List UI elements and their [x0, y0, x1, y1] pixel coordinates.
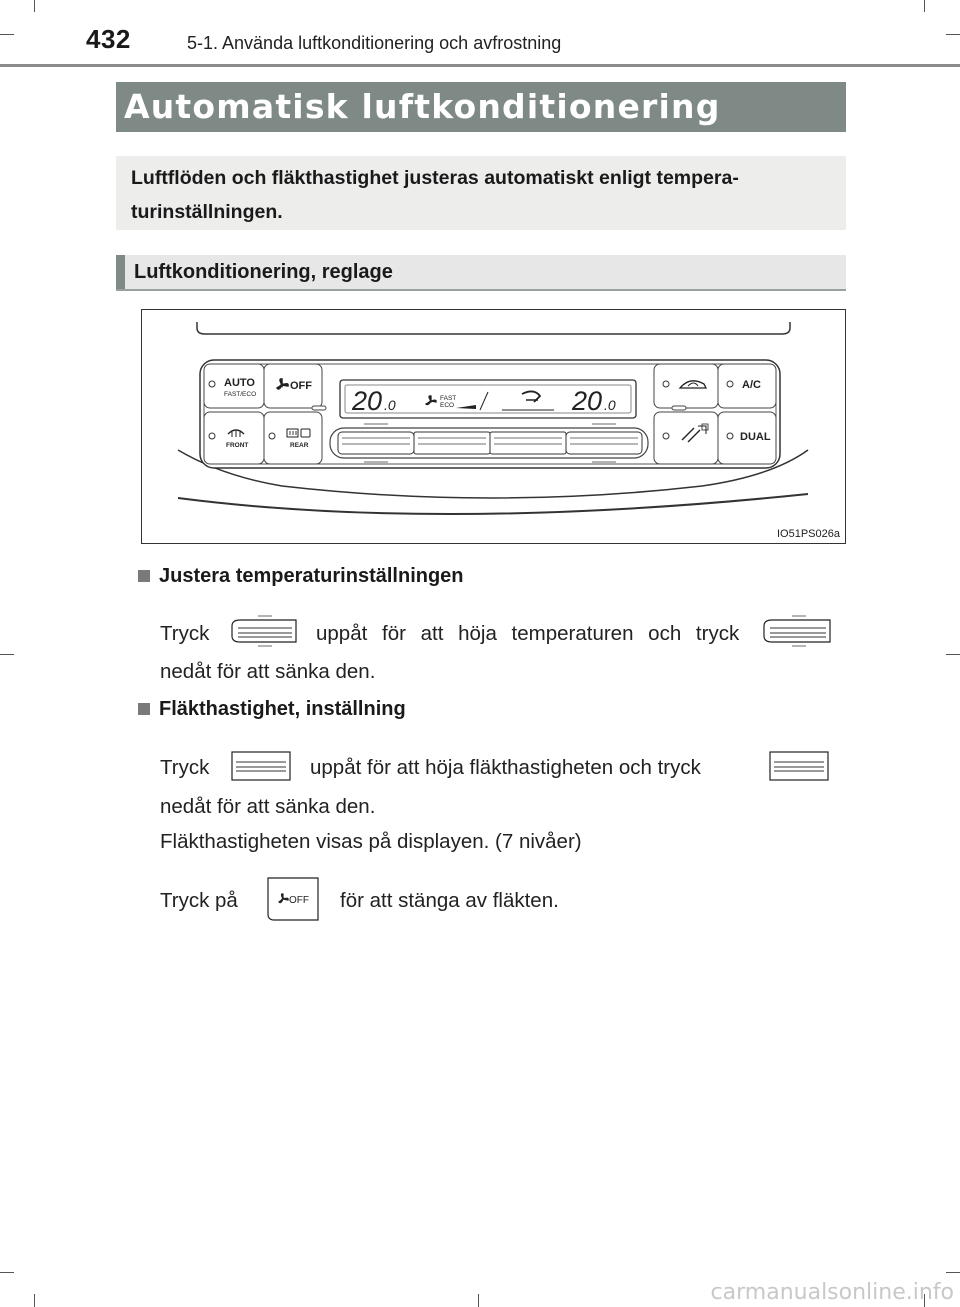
crop-mark: [0, 654, 14, 655]
rear-defrost-button[interactable]: [264, 412, 322, 464]
fan-rocker-button-icon: [768, 750, 830, 782]
crop-mark: [0, 34, 14, 35]
body-text: nedåt för att sänka den.: [160, 660, 376, 683]
bullet-heading-text: Fläkthastighet, inställning: [159, 698, 406, 720]
section-heading-text: Luftkonditionering, reglage: [134, 261, 393, 283]
fan-rocker-button-icon: [230, 750, 292, 782]
body-text: Tryck: [160, 622, 210, 645]
panel-pill: [312, 406, 326, 410]
section-heading-bar: [116, 255, 125, 289]
dash-lower-curve: [178, 494, 808, 514]
body-text: Tryck: [160, 756, 210, 779]
body-text: nedåt för att sänka den.: [160, 795, 376, 818]
ac-label: A/C: [742, 379, 761, 391]
body-text: Fläkthastigheten visas på displayen. (7 nivåer): [160, 830, 582, 853]
display-fast: FAST: [440, 395, 457, 402]
display-right-temp: 20: [572, 386, 603, 416]
fan-off-button-icon: [266, 876, 320, 922]
fan-down-rocker[interactable]: [414, 432, 490, 454]
left-temp-rocker[interactable]: [338, 432, 414, 454]
right-temp-rocker[interactable]: [566, 432, 642, 454]
fan-off-icon-label: OFF: [289, 895, 309, 906]
control-panel-figure: [141, 309, 846, 544]
control-panel-illustration: [142, 310, 845, 543]
fan-up-rocker[interactable]: [490, 432, 566, 454]
bullet-heading-text: Justera temperaturinställningen: [159, 565, 464, 587]
intro-line: Luftflöden och fläkthastighet justeras automatiskt enligt tempera-: [131, 167, 739, 189]
bullet-heading: [138, 698, 406, 721]
watermark: carmanualsonline.info: [710, 1280, 954, 1305]
crop-mark: [0, 1272, 14, 1273]
figure-id: IO51PS026a: [777, 528, 840, 540]
body-text: för att stänga av fläkten.: [340, 889, 559, 912]
page-number: 432: [86, 24, 131, 54]
rear-label: REAR: [290, 442, 309, 449]
bullet-heading: [138, 565, 464, 588]
intro-line: turinställningen.: [131, 201, 283, 223]
temp-rocker-button-icon: [760, 614, 834, 648]
bullet-square-icon: [138, 570, 150, 582]
page-title: Automatisk luftkonditionering: [116, 82, 846, 132]
header-divider: [0, 64, 960, 67]
crop-mark: [478, 1294, 479, 1307]
bullet-square-icon: [138, 703, 150, 715]
crop-mark: [924, 0, 925, 12]
crop-mark: [946, 1272, 960, 1273]
crop-mark: [946, 34, 960, 35]
panel-pill: [672, 406, 686, 410]
body-text: uppåt för att höja temperaturen och tryck: [316, 622, 740, 645]
auto-sub-label: FAST/ECO: [224, 391, 257, 398]
display-eco: ECO: [440, 402, 455, 409]
intro-box: [116, 156, 846, 230]
section-heading: [116, 255, 846, 291]
auto-label: AUTO: [224, 377, 255, 389]
crop-mark: [34, 0, 35, 12]
front-label: FRONT: [226, 442, 249, 449]
crop-mark: [34, 1294, 35, 1307]
fan-off-label: OFF: [290, 380, 312, 392]
display-left-temp: 20: [352, 386, 383, 416]
front-defrost-button[interactable]: [204, 412, 264, 464]
body-text: uppåt för att höja fläkthastigheten och tryck: [310, 756, 701, 779]
temp-rocker-button-icon: [228, 614, 300, 648]
crop-mark: [946, 654, 960, 655]
chapter-title: 5-1. Använda luftkonditionering och avfrostning: [187, 33, 562, 53]
body-text: Tryck på: [160, 889, 238, 912]
display-left-decimal: .0: [384, 397, 396, 413]
dash-top-curve: [197, 322, 790, 334]
dual-label: DUAL: [740, 431, 771, 443]
display-right-decimal: .0: [604, 397, 616, 413]
